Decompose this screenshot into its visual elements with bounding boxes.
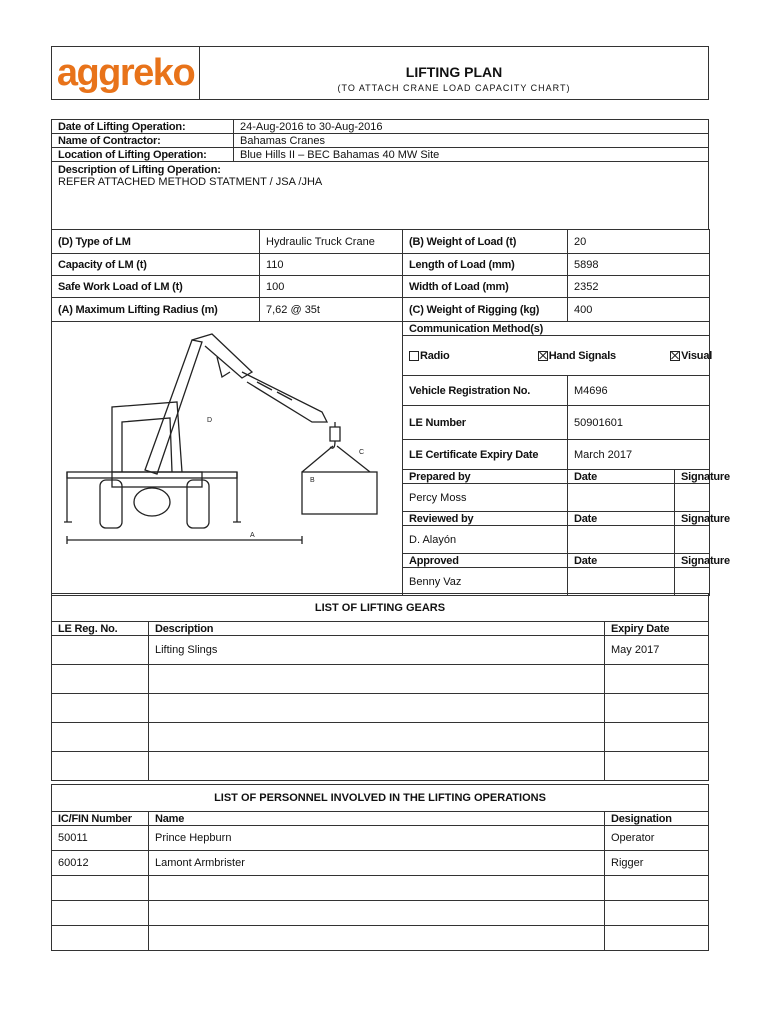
width-label: Width of Load (mm) xyxy=(403,276,568,298)
personnel-name-cell[interactable]: Prince Hepburn xyxy=(149,826,605,851)
hand-signals-checkbox[interactable] xyxy=(538,351,548,361)
approved-name: Benny Vaz xyxy=(403,568,568,596)
table-row xyxy=(52,723,709,752)
prepared-by-label: Prepared by xyxy=(403,470,568,484)
type-label: (D) Type of LM xyxy=(52,230,260,254)
contractor-value: Bahamas Cranes xyxy=(234,134,709,148)
gear-reg-cell[interactable] xyxy=(52,636,149,665)
capacity-value: 110 xyxy=(260,254,403,276)
le-number-value: 50901601 xyxy=(568,406,710,440)
radius-value: 7,62 @ 35t xyxy=(260,298,403,322)
crane-diagram xyxy=(52,322,402,592)
le-number-label: LE Number xyxy=(403,406,568,440)
gears-col-reg: LE Reg. No. xyxy=(52,622,149,636)
swl-label: Safe Work Load of LM (t) xyxy=(52,276,260,298)
gear-desc-cell[interactable] xyxy=(149,665,605,694)
personnel-ic-cell[interactable] xyxy=(52,926,149,951)
personnel-col-ic: IC/FIN Number xyxy=(52,812,149,826)
vehicle-reg-value: M4696 xyxy=(568,376,710,406)
prepared-signature-field[interactable] xyxy=(675,484,710,512)
visual-checkbox[interactable] xyxy=(670,351,680,361)
gear-reg-cell[interactable] xyxy=(52,665,149,694)
gear-expiry-cell[interactable] xyxy=(605,752,709,781)
personnel-name-cell[interactable]: Lamont Armbrister xyxy=(149,851,605,876)
gear-expiry-cell[interactable]: May 2017 xyxy=(605,636,709,665)
gear-reg-cell[interactable] xyxy=(52,723,149,752)
header-table xyxy=(51,46,709,100)
capacity-label: Capacity of LM (t) xyxy=(52,254,260,276)
gear-reg-cell[interactable] xyxy=(52,752,149,781)
prepared-signature-header: Signature xyxy=(675,470,710,484)
date-label: Date of Lifting Operation: xyxy=(52,120,234,134)
gear-expiry-cell[interactable] xyxy=(605,665,709,694)
table-row xyxy=(52,665,709,694)
vehicle-reg-label: Vehicle Registration No. xyxy=(403,376,568,406)
approved-date-header: Date xyxy=(568,554,675,568)
radio-option-label: Radio xyxy=(420,349,450,362)
description-label: Description of Lifting Operation: xyxy=(58,164,221,176)
approved-signature-header: Signature xyxy=(675,554,710,568)
le-expiry-label: LE Certificate Expiry Date xyxy=(403,440,568,470)
table-row xyxy=(52,752,709,781)
personnel-name-cell[interactable] xyxy=(149,926,605,951)
weight-label: (B) Weight of Load (t) xyxy=(403,230,568,254)
rigging-label: (C) Weight of Rigging (kg) xyxy=(403,298,568,322)
page-title: LIFTING PLAN xyxy=(405,63,503,80)
le-expiry-value: March 2017 xyxy=(568,440,710,470)
personnel-designation-cell[interactable] xyxy=(605,901,709,926)
aggreko-logo: aggreko xyxy=(56,51,195,94)
radius-label: (A) Maximum Lifting Radius (m) xyxy=(52,298,260,322)
approved-signature-field[interactable] xyxy=(675,568,710,596)
type-value: Hydraulic Truck Crane xyxy=(260,230,403,254)
personnel-designation-cell[interactable] xyxy=(605,926,709,951)
weight-value: 20 xyxy=(568,230,710,254)
swl-value: 100 xyxy=(260,276,403,298)
prepared-date-field[interactable] xyxy=(568,484,675,512)
personnel-designation-cell[interactable]: Operator xyxy=(605,826,709,851)
personnel-name-cell[interactable] xyxy=(149,901,605,926)
personnel-ic-cell[interactable]: 60012 xyxy=(52,851,149,876)
length-label: Length of Load (mm) xyxy=(403,254,568,276)
reviewed-signature-field[interactable] xyxy=(675,526,710,554)
personnel-name-cell[interactable] xyxy=(149,876,605,901)
gears-col-desc: Description xyxy=(149,622,605,636)
length-value: 5898 xyxy=(568,254,710,276)
personnel-table xyxy=(51,784,709,951)
personnel-designation-cell[interactable] xyxy=(605,876,709,901)
gears-table xyxy=(51,593,709,781)
table-row xyxy=(52,636,709,665)
reviewed-date-field[interactable] xyxy=(568,526,675,554)
personnel-title: LIST OF PERSONNEL INVOLVED IN THE LIFTING OPERATIONS xyxy=(52,785,709,812)
table-row xyxy=(52,851,709,876)
diagram-label-c: C xyxy=(359,449,365,456)
contractor-label: Name of Contractor: xyxy=(52,134,234,148)
personnel-designation-cell[interactable]: Rigger xyxy=(605,851,709,876)
table-row xyxy=(52,876,709,901)
page-subtitle: (TO ATTACH CRANE LOAD CAPACITY CHART) xyxy=(337,82,571,93)
hand-signals-option-label: Hand Signals xyxy=(548,349,616,362)
specs-table xyxy=(51,229,730,596)
personnel-ic-cell[interactable]: 50011 xyxy=(52,826,149,851)
visual-option-label: Visual xyxy=(681,349,713,362)
gear-expiry-cell[interactable] xyxy=(605,723,709,752)
info-table xyxy=(51,119,709,230)
diagram-label-b: B xyxy=(310,477,315,484)
gear-reg-cell[interactable] xyxy=(52,694,149,723)
crane-diagram-cell xyxy=(52,322,403,596)
location-label: Location of Lifting Operation: xyxy=(52,148,234,162)
table-row xyxy=(52,901,709,926)
gear-desc-cell[interactable] xyxy=(149,723,605,752)
gears-title: LIST OF LIFTING GEARS xyxy=(52,594,709,622)
gears-col-expiry: Expiry Date xyxy=(605,622,709,636)
reviewed-by-label: Reviewed by xyxy=(403,512,568,526)
communication-options xyxy=(403,336,713,376)
reviewed-date-header: Date xyxy=(568,512,675,526)
gear-expiry-cell[interactable] xyxy=(605,694,709,723)
communication-label: Communication Method(s) xyxy=(403,322,710,336)
description-value: REFER ATTACHED METHOD STATMENT / JSA /JHA xyxy=(58,176,323,188)
title-cell xyxy=(200,47,709,100)
gear-desc-cell[interactable] xyxy=(149,752,605,781)
gear-desc-cell[interactable]: Lifting Slings xyxy=(149,636,605,665)
diagram-label-d: D xyxy=(207,417,213,424)
width-value: 2352 xyxy=(568,276,710,298)
prepared-by-name: Percy Moss xyxy=(403,484,568,512)
approved-date-field[interactable] xyxy=(568,568,675,596)
table-row xyxy=(52,826,709,851)
reviewed-by-name: D. Alayón xyxy=(403,526,568,554)
personnel-col-name: Name xyxy=(149,812,605,826)
prepared-date-header: Date xyxy=(568,470,675,484)
table-row xyxy=(52,694,709,723)
date-value: 24-Aug-2016 to 30-Aug-2016 xyxy=(234,120,709,134)
description-cell xyxy=(52,162,709,230)
reviewed-signature-header: Signature xyxy=(675,512,710,526)
gear-desc-cell[interactable] xyxy=(149,694,605,723)
logo-cell xyxy=(52,47,200,100)
approved-label: Approved xyxy=(403,554,568,568)
table-row xyxy=(52,926,709,951)
location-value: Blue Hills II – BEC Bahamas 40 MW Site xyxy=(234,148,709,162)
personnel-col-designation: Designation xyxy=(605,812,709,826)
personnel-ic-cell[interactable] xyxy=(52,901,149,926)
rigging-value: 400 xyxy=(568,298,710,322)
personnel-ic-cell[interactable] xyxy=(52,876,149,901)
diagram-label-a: A xyxy=(250,532,255,539)
radio-checkbox[interactable] xyxy=(409,351,419,361)
